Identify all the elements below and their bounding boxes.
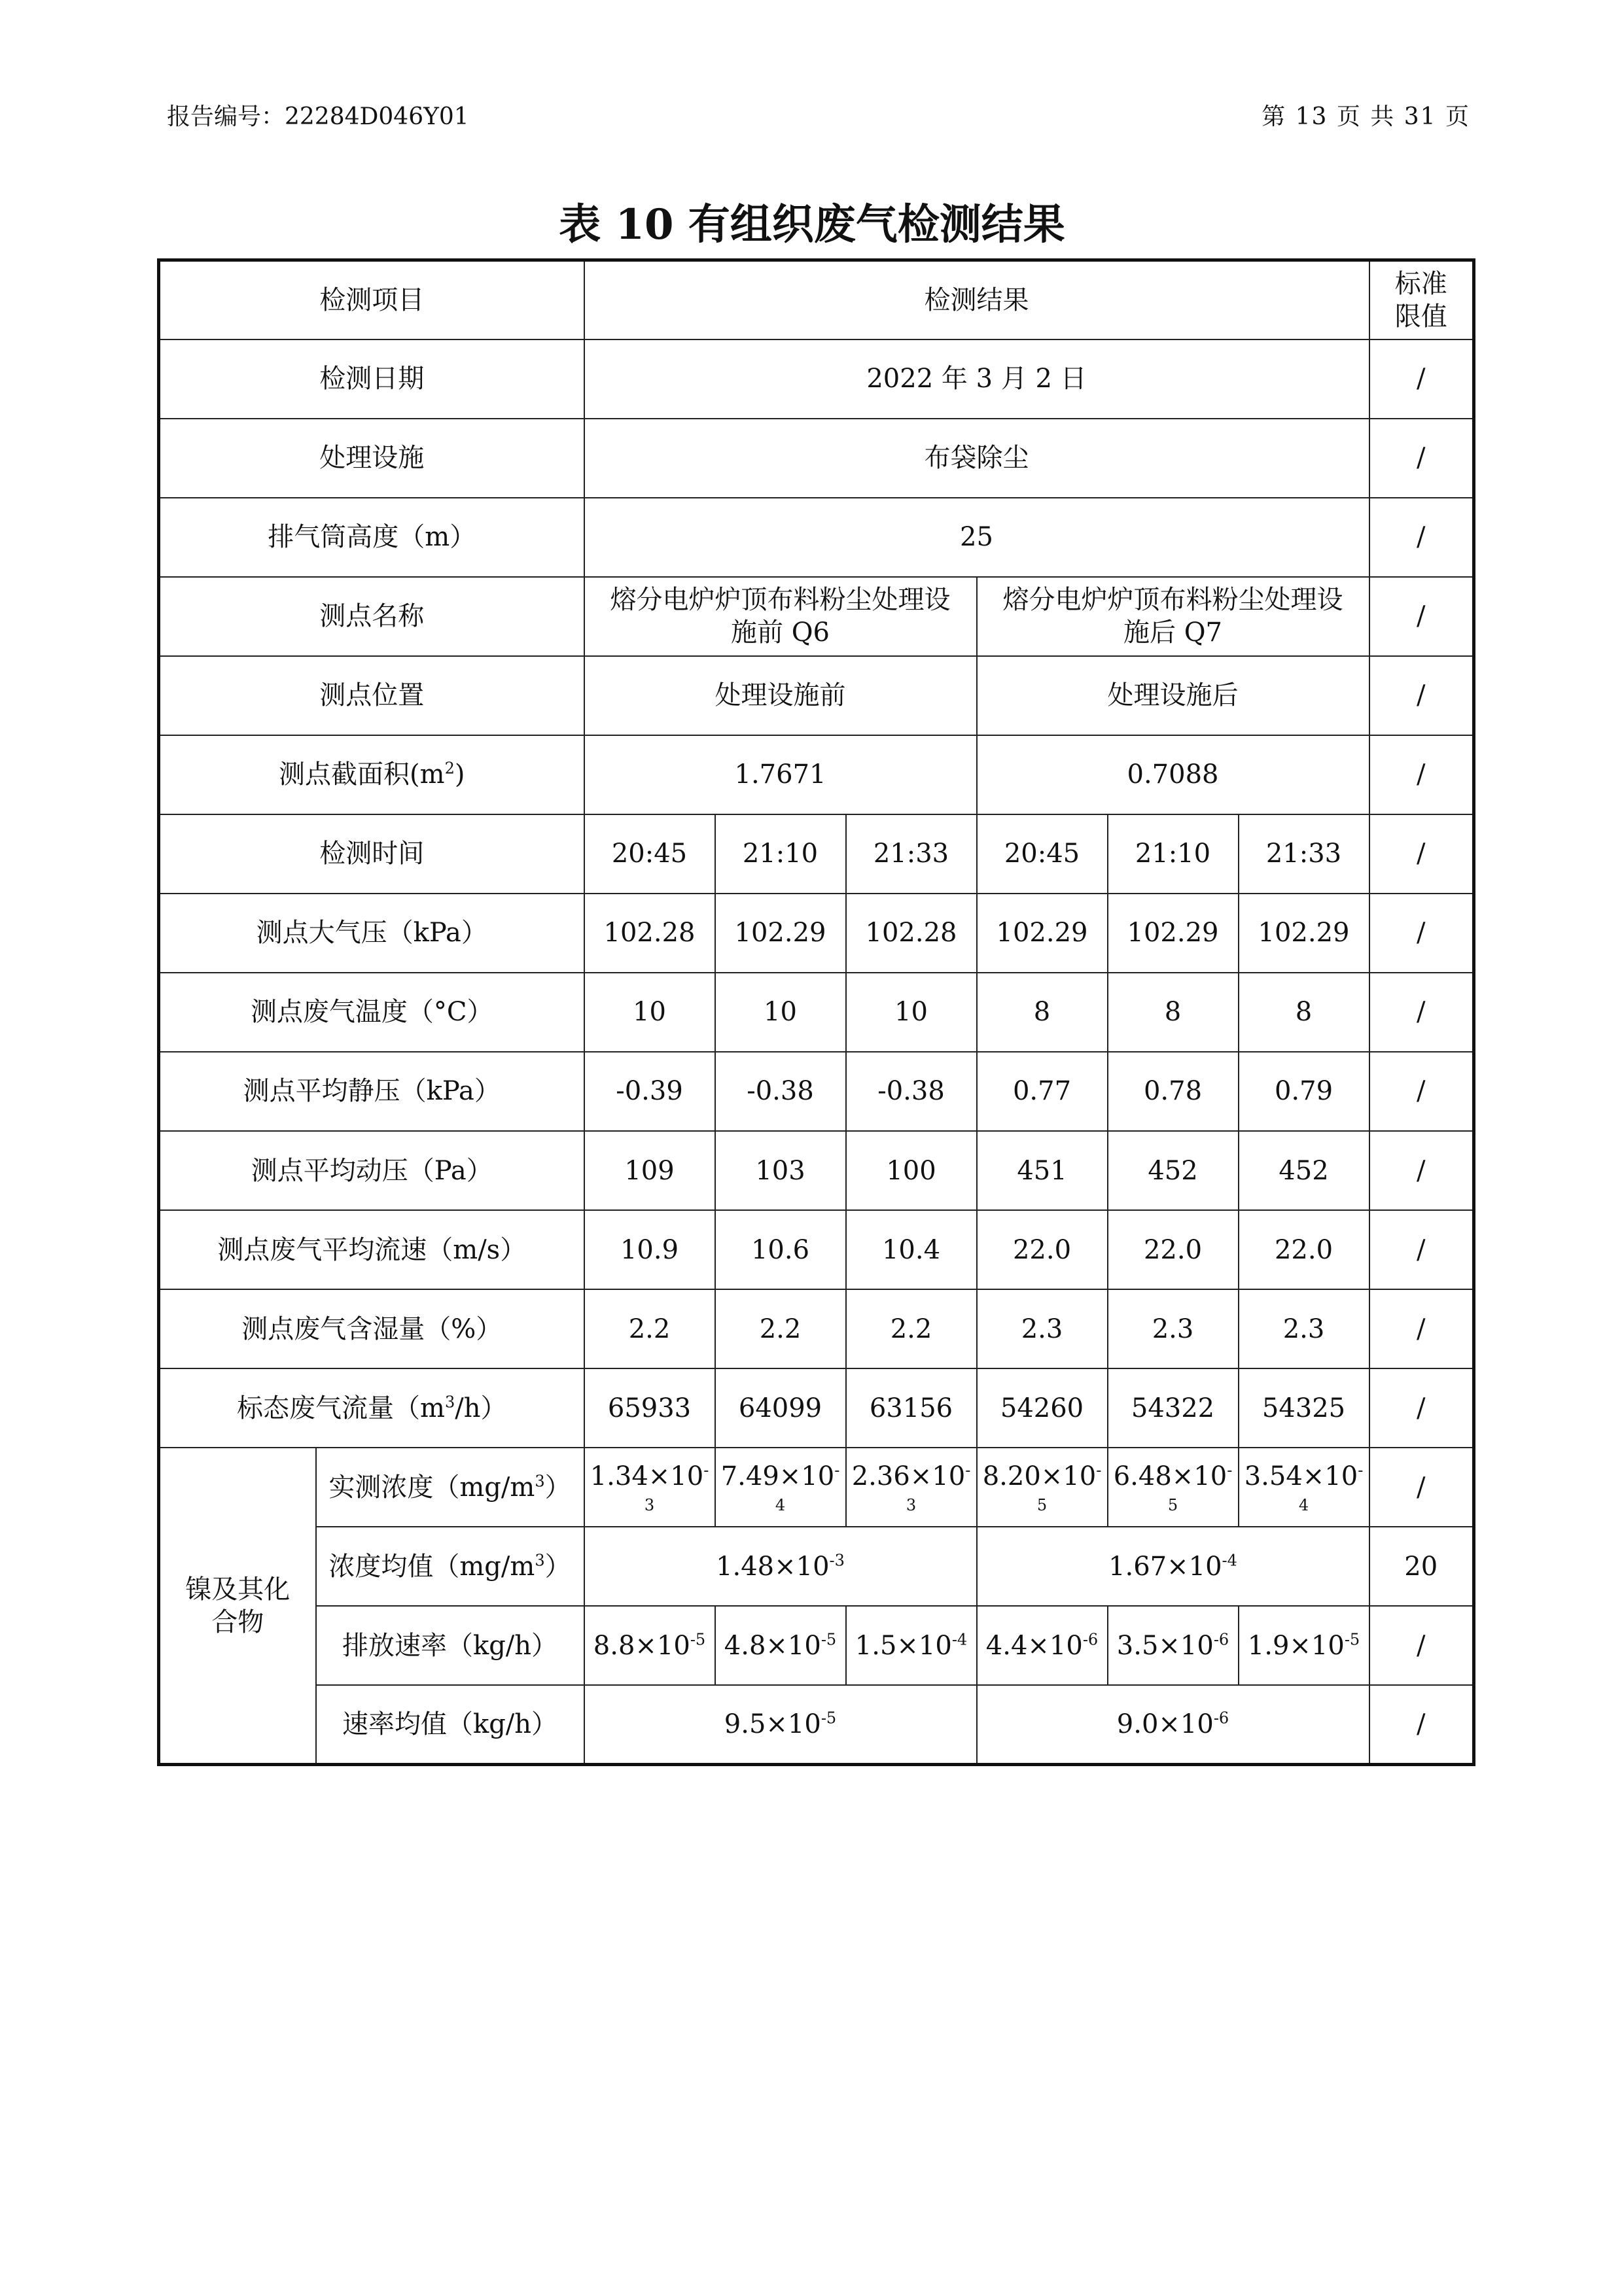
table-row	[159, 1131, 1474, 1210]
row-label: 浓度均值$(mg/m^3)$	[316, 1527, 584, 1606]
value-cell: 8	[1239, 973, 1369, 1052]
value-cell: 8	[1108, 973, 1239, 1052]
facility-value: 布袋除尘	[584, 419, 1369, 498]
location-before: 处理设施前	[584, 656, 977, 735]
value-cell: 22.0	[1108, 1210, 1239, 1289]
value-cell: 102.29	[1108, 894, 1239, 973]
value-cell: 22.0	[977, 1210, 1108, 1289]
value-cell: 21:10	[715, 814, 846, 894]
nickel-group-label: 镍及其化 合物	[159, 1448, 316, 1764]
table-row	[159, 339, 1474, 419]
value-cell: 3.54×10- 4	[1239, 1448, 1369, 1527]
row-label: 测点位置	[159, 656, 584, 735]
table-row	[159, 577, 1474, 656]
limit-cell: /	[1369, 1606, 1474, 1685]
mean-rate-before: $9.5\times 10^{-5}$	[584, 1685, 977, 1764]
value-cell: 21:33	[846, 814, 977, 894]
limit-cell: /	[1369, 1368, 1474, 1448]
row-label: 标态废气流量$(m^3/h)$	[159, 1368, 584, 1448]
value-cell: 1.34×10- 3	[584, 1448, 715, 1527]
value-cell: 2.2	[715, 1289, 846, 1368]
value-cell: 10	[715, 973, 846, 1052]
results-table	[157, 258, 1475, 1766]
limit-cell: /	[1369, 735, 1474, 814]
row-label: 排放速率（kg/h）	[316, 1606, 584, 1685]
row-label: 排气筒高度（m）	[159, 498, 584, 577]
value-cell: 10.6	[715, 1210, 846, 1289]
limit-cell: /	[1369, 1131, 1474, 1210]
value-cell: 102.29	[977, 894, 1108, 973]
value-cell: 452	[1239, 1131, 1369, 1210]
value-cell: -0.38	[715, 1052, 846, 1131]
table-row	[159, 814, 1474, 894]
value-cell: 102.28	[846, 894, 977, 973]
value-cell: 109	[584, 1131, 715, 1210]
table-row	[159, 735, 1474, 814]
table-row	[159, 1368, 1474, 1448]
value-cell: $3.5\times 10^{-6}$	[1108, 1606, 1239, 1685]
row-label: 测点名称	[159, 577, 584, 656]
value-cell: 10.4	[846, 1210, 977, 1289]
table-row	[159, 656, 1474, 735]
value-cell: 0.79	[1239, 1052, 1369, 1131]
value-cell: 21:10	[1108, 814, 1239, 894]
limit-cell: /	[1369, 894, 1474, 973]
point-name-before: 熔分电炉炉顶布料粉尘处理设 施前 Q6	[584, 577, 977, 656]
mean-rate-after: $9.0\times 10^{-6}$	[977, 1685, 1369, 1764]
header-result: 检测结果	[584, 260, 1369, 339]
value-cell: $1.9\times 10^{-5}$	[1239, 1606, 1369, 1685]
date-value: 2022 年 3 月 2 日	[584, 339, 1369, 419]
location-after: 处理设施后	[977, 656, 1369, 735]
value-cell: 452	[1108, 1131, 1239, 1210]
value-cell: 0.77	[977, 1052, 1108, 1131]
limit-cell: /	[1369, 1685, 1474, 1764]
value-cell: 65933	[584, 1368, 715, 1448]
value-cell: 451	[977, 1131, 1108, 1210]
table-row	[159, 419, 1474, 498]
value-cell: 10.9	[584, 1210, 715, 1289]
value-cell: 54322	[1108, 1368, 1239, 1448]
stack-height-value: 25	[584, 498, 1369, 577]
value-cell: 22.0	[1239, 1210, 1369, 1289]
table-row	[159, 1527, 1474, 1606]
value-cell: 6.48×10- 5	[1108, 1448, 1239, 1527]
header-item: 检测项目	[159, 260, 584, 339]
value-cell: 2.3	[1108, 1289, 1239, 1368]
value-cell: $1.5\times 10^{-4}$	[846, 1606, 977, 1685]
value-cell: 10	[584, 973, 715, 1052]
value-cell: 102.29	[1239, 894, 1369, 973]
value-cell: 2.3	[1239, 1289, 1369, 1368]
value-cell: 2.2	[584, 1289, 715, 1368]
mean-conc-after: $1.67\times 10^{-4}$	[977, 1527, 1369, 1606]
value-cell: 20:45	[584, 814, 715, 894]
value-cell: 64099	[715, 1368, 846, 1448]
table-row	[159, 1289, 1474, 1368]
limit-cell: /	[1369, 814, 1474, 894]
value-cell: 103	[715, 1131, 846, 1210]
limit-cell: 20	[1369, 1527, 1474, 1606]
limit-cell: /	[1369, 498, 1474, 577]
header-row	[159, 260, 1474, 339]
limit-cell: /	[1369, 1289, 1474, 1368]
value-cell: 54260	[977, 1368, 1108, 1448]
value-cell: 8	[977, 973, 1108, 1052]
value-cell: 10	[846, 973, 977, 1052]
value-cell: 102.29	[715, 894, 846, 973]
value-cell: 0.78	[1108, 1052, 1239, 1131]
table-row	[159, 1052, 1474, 1131]
row-label: 测点截面积$(m^2)$	[159, 735, 584, 814]
value-cell: 102.28	[584, 894, 715, 973]
value-cell: $4.4\times 10^{-6}$	[977, 1606, 1108, 1685]
table-row	[159, 1606, 1474, 1685]
point-name-after: 熔分电炉炉顶布料粉尘处理设 施后 Q7	[977, 577, 1369, 656]
mean-conc-before: $1.48\times 10^{-3}$	[584, 1527, 977, 1606]
row-label: 处理设施	[159, 419, 584, 498]
value-cell: 21:33	[1239, 814, 1369, 894]
area-after: 0.7088	[977, 735, 1369, 814]
value-cell: 20:45	[977, 814, 1108, 894]
value-cell: -0.39	[584, 1052, 715, 1131]
row-label: 测点大气压（kPa）	[159, 894, 584, 973]
limit-cell: /	[1369, 577, 1474, 656]
table-row	[159, 973, 1474, 1052]
limit-cell: /	[1369, 1052, 1474, 1131]
table-row	[159, 1448, 1474, 1527]
value-cell: 63156	[846, 1368, 977, 1448]
value-cell: 8.20×10- 5	[977, 1448, 1108, 1527]
header-limit: 标准 限值	[1369, 260, 1474, 339]
table-row	[159, 1685, 1474, 1764]
limit-cell: /	[1369, 1210, 1474, 1289]
value-cell: 100	[846, 1131, 977, 1210]
table-row	[159, 498, 1474, 577]
table-row	[159, 894, 1474, 973]
area-before: 1.7671	[584, 735, 977, 814]
row-label: 测点平均静压（kPa）	[159, 1052, 584, 1131]
value-cell: $8.8\times 10^{-5}$	[584, 1606, 715, 1685]
value-cell: -0.38	[846, 1052, 977, 1131]
value-cell: 54325	[1239, 1368, 1369, 1448]
page-title: 表 10 有组织废气检测结果	[559, 200, 1065, 249]
limit-cell: /	[1369, 339, 1474, 419]
limit-cell: /	[1369, 973, 1474, 1052]
value-cell: $4.8\times 10^{-5}$	[715, 1606, 846, 1685]
row-label: 测点废气含湿量（%）	[159, 1289, 584, 1368]
limit-cell: /	[1369, 1448, 1474, 1527]
row-label: 速率均值（kg/h）	[316, 1685, 584, 1764]
value-cell: 2.3	[977, 1289, 1108, 1368]
value-cell: 2.36×10- 3	[846, 1448, 977, 1527]
table-row	[159, 1210, 1474, 1289]
row-label: 检测日期	[159, 339, 584, 419]
value-cell: 2.2	[846, 1289, 977, 1368]
row-label: 测点废气温度（°C）	[159, 973, 584, 1052]
limit-cell: /	[1369, 419, 1474, 498]
value-cell: 7.49×10- 4	[715, 1448, 846, 1527]
report-number: 报告编号：22284D046Y01	[167, 103, 469, 130]
row-label: 测点废气平均流速（m/s）	[159, 1210, 584, 1289]
row-label: 实测浓度$(mg/m^3)$	[316, 1448, 584, 1527]
row-label: 检测时间	[159, 814, 584, 894]
limit-cell: /	[1369, 656, 1474, 735]
page-info: 第 13 页 共 31 页	[1262, 103, 1470, 130]
row-label: 测点平均动压（Pa）	[159, 1131, 584, 1210]
